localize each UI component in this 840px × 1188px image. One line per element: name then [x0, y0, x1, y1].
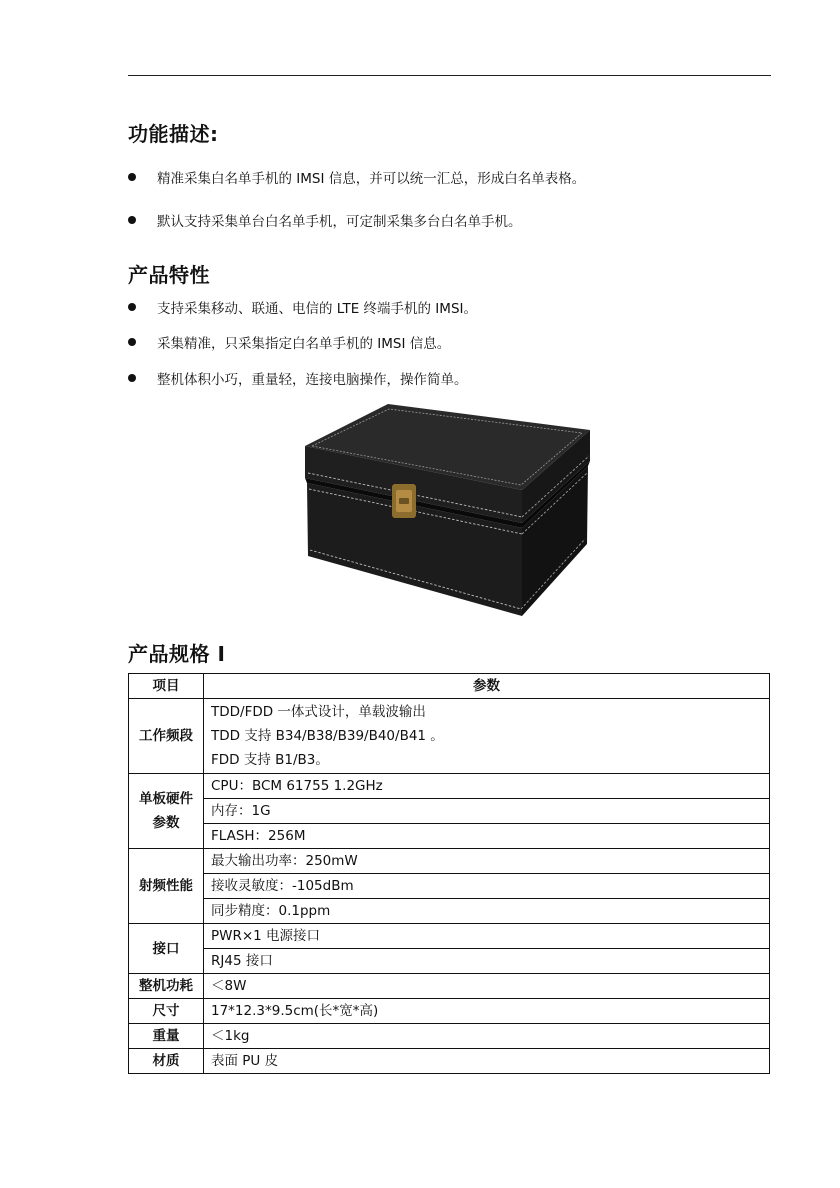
row-value: 最大输出功率：250mW [204, 849, 770, 874]
bullet-dot-icon [128, 173, 136, 181]
header-rule [128, 75, 771, 76]
characteristic-bullet-2: 采集精准，只采集指定白名单手机的 IMSI 信息。 [128, 332, 450, 352]
row-value: CPU：BCM 61755 1.2GHz [204, 774, 770, 799]
table-row-board [129, 799, 770, 824]
bullet-dot-icon [128, 216, 136, 224]
specs-heading: 产品规格 I [128, 642, 226, 666]
table-row-board [129, 774, 770, 799]
characteristic-bullet-3: 整机体积小巧，重量轻，连接电脑操作，操作简单。 [128, 368, 468, 388]
row-value: PWR×1 电源接口 [204, 924, 770, 949]
table-row-ports [129, 949, 770, 974]
feature-bullet-2: 默认支持采集单台白名单手机，可定制采集多台白名单手机。 [128, 210, 522, 230]
row-value: 同步精度：0.1ppm [204, 899, 770, 924]
row-label: 尺寸 [129, 999, 204, 1024]
features-heading: 功能描述: [128, 122, 219, 146]
row-value: 内存：1G [204, 799, 770, 824]
row-value: ＜8W [204, 974, 770, 999]
row-label: 接口 [129, 924, 204, 974]
row-value: FLASH：256M [204, 824, 770, 849]
row-label: 材质 [129, 1049, 204, 1074]
table-row-rf [129, 849, 770, 874]
bullet-dot-icon [128, 374, 136, 382]
table-row-rf [129, 899, 770, 924]
feature-bullet-1: 精准采集白名单手机的 IMSI 信息，并可以统一汇总，形成白名单表格。 [128, 167, 585, 187]
characteristics-heading: 产品特性 [128, 263, 210, 287]
table-row-work-band [129, 699, 770, 774]
table-header-row [129, 674, 770, 699]
row-value: 表面 PU 皮 [204, 1049, 770, 1074]
table-row-size [129, 999, 770, 1024]
bullet-dot-icon [128, 338, 136, 346]
table-row-material [129, 1049, 770, 1074]
row-value: 17*12.3*9.5cm(长*宽*高) [204, 999, 770, 1024]
row-value: RJ45 接口 [204, 949, 770, 974]
row-value: TDD/FDD 一体式设计，单载波输出 TDD 支持 B34/B38/B39/B40/B41 。 FDD 支持 B1/B3。 [204, 699, 770, 774]
table-row-power [129, 974, 770, 999]
row-value: ＜1kg [204, 1024, 770, 1049]
row-label: 重量 [129, 1024, 204, 1049]
table-row-board [129, 824, 770, 849]
row-label: 射频性能 [129, 849, 204, 924]
col-header-item: 项目 [129, 674, 204, 699]
table-row-weight [129, 1024, 770, 1049]
row-value: 接收灵敏度：-105dBm [204, 874, 770, 899]
row-label: 整机功耗 [129, 974, 204, 999]
row-label: 单板硬件 参数 [129, 774, 204, 849]
row-label: 工作频段 [129, 699, 204, 774]
product-box-image [300, 398, 595, 623]
characteristic-bullet-1: 支持采集移动、联通、电信的 LTE 终端手机的 IMSI。 [128, 297, 477, 317]
table-row-ports [129, 924, 770, 949]
table-row-rf [129, 874, 770, 899]
bullet-dot-icon [128, 303, 136, 311]
spec-table [128, 673, 770, 1074]
col-header-param: 参数 [204, 674, 770, 699]
